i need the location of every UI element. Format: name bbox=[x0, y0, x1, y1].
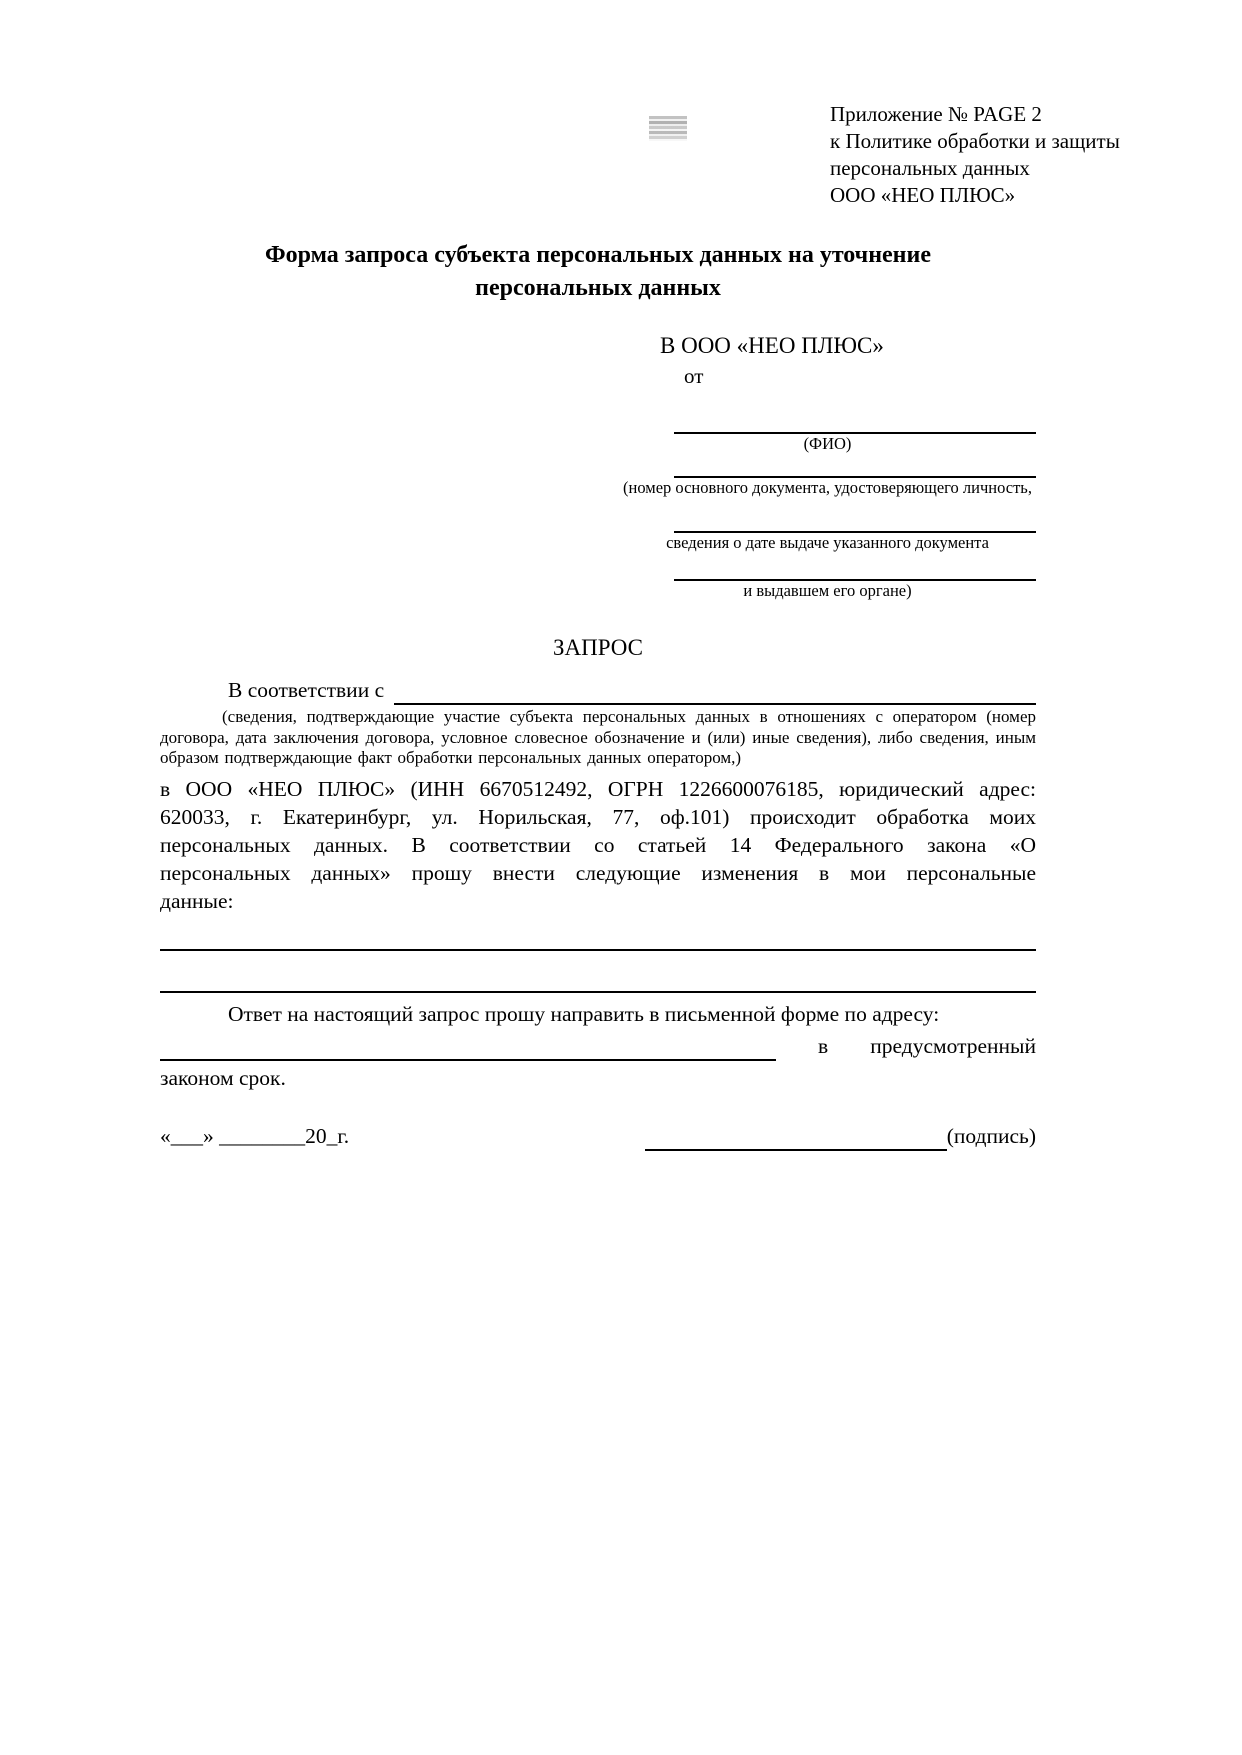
body-paragraph: в ООО «НЕО ПЛЮС» (ИНН 6670512492, ОГРН 1226600076185, юридический адрес: 620033, г. Екатеринбург, ул. Норильская, 77, оф.101) происходит обработка моих персональных данных. В соответствии со статьей 14 Федерального закона «О персональных данных» прошу внести следующие изменения в мои персональные данные: bbox=[160, 776, 1036, 913]
document-number-field-caption: (номер основного документа, удостоверяющего личность, bbox=[623, 478, 1032, 497]
identity-fields bbox=[623, 390, 1036, 601]
document-title-line2: персональных данных bbox=[475, 275, 721, 301]
document-title bbox=[160, 0, 1036, 305]
issue-date-field-caption: сведения о дате выдаче указанного документа bbox=[666, 533, 989, 552]
signature-group bbox=[645, 1121, 1036, 1151]
accordance-field-line[interactable] bbox=[394, 679, 1036, 705]
field-document-number bbox=[623, 454, 1036, 498]
changes-field-line-1[interactable] bbox=[160, 949, 1036, 951]
changes-field-line-2[interactable] bbox=[160, 991, 1036, 993]
document-content bbox=[160, 0, 1036, 1151]
address-row bbox=[160, 1031, 1036, 1061]
accordance-label: В соответствии с bbox=[228, 678, 385, 702]
issue-date-field-line[interactable] bbox=[674, 498, 1036, 533]
date-signature-row bbox=[160, 1121, 1036, 1151]
request-heading: ЗАПРОС bbox=[552, 635, 644, 660]
fine-print-note: (сведения, подтверждающие участие субъекта персональных данных в отношениях с оператором (номер договора, дата заключения договора, условное словесное обозначение и (или) иные сведения), либо сведения, иным образом подтверждающие факт обработки персональных данных оператором,) bbox=[160, 707, 1036, 767]
field-fio bbox=[674, 390, 1036, 454]
header-line-policy: к Политике обработки и защиты bbox=[830, 129, 1120, 153]
address-field-line[interactable] bbox=[160, 1035, 776, 1061]
signature-field-line[interactable] bbox=[645, 1127, 947, 1151]
response-tail-word2: предусмотренный bbox=[870, 1033, 1036, 1058]
from-label: от bbox=[684, 364, 704, 388]
field-issue-date bbox=[666, 498, 1036, 553]
header-line-appendix: Приложение № PAGE 2 bbox=[830, 102, 1042, 126]
fio-field-line[interactable] bbox=[674, 390, 1036, 434]
date-line[interactable]: «___» ________20_г. bbox=[160, 1123, 350, 1148]
issuing-authority-field-caption: и выдавшем его органе) bbox=[743, 581, 912, 600]
response-lead: Ответ на настоящий запрос прошу направить в письменной форме по адресу: bbox=[228, 1001, 940, 1026]
header-line-company: ООО «НЕО ПЛЮС» bbox=[830, 183, 1016, 207]
fio-field-caption: (ФИО) bbox=[803, 434, 852, 453]
document-number-field-line[interactable] bbox=[674, 454, 1036, 478]
response-tail-word1: в bbox=[818, 1033, 829, 1058]
header-line-personal-data: персональных данных bbox=[830, 156, 1030, 180]
response-tail-line2: законом срок. bbox=[160, 1065, 286, 1090]
addressee-company: В ООО «НЕО ПЛЮС» bbox=[660, 333, 884, 358]
issuing-authority-field-line[interactable] bbox=[674, 553, 1036, 581]
document-title-line1: Форма запроса субъекта персональных данных на уточнение bbox=[265, 242, 931, 268]
signature-caption: (подпись) bbox=[946, 1123, 1036, 1148]
field-issuing-authority bbox=[674, 553, 1036, 601]
accordance-row bbox=[160, 675, 1036, 705]
